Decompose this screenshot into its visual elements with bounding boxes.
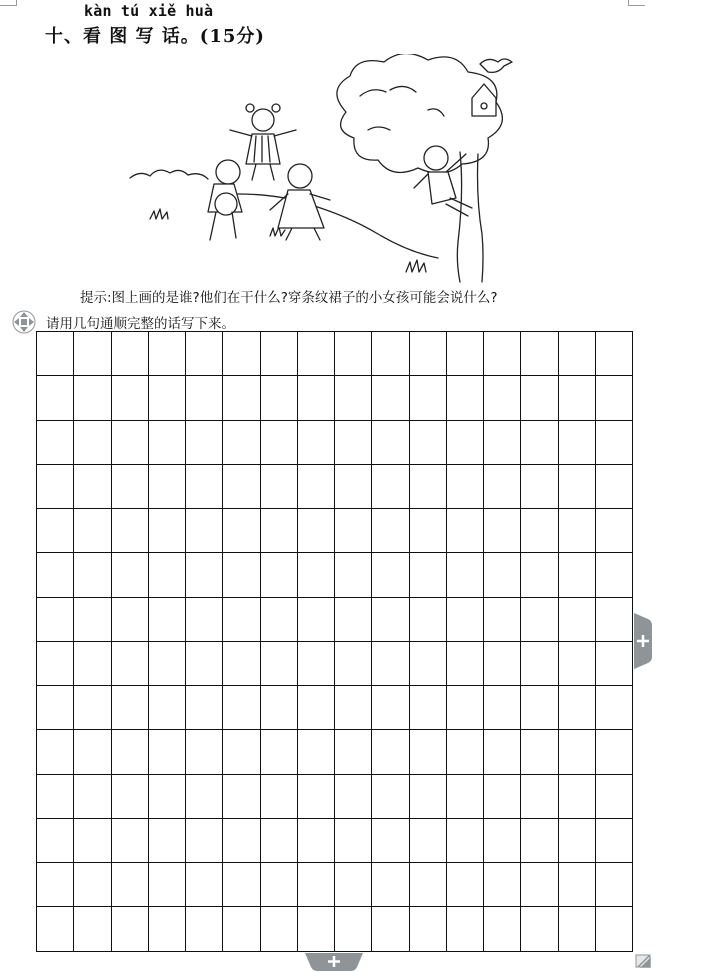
grid-cell[interactable] xyxy=(521,332,558,376)
grid-cell[interactable] xyxy=(596,863,633,907)
grid-cell[interactable] xyxy=(372,642,409,686)
grid-cell[interactable] xyxy=(596,376,633,420)
grid-cell[interactable] xyxy=(596,686,633,730)
grid-cell[interactable] xyxy=(223,509,260,553)
grid-cell[interactable] xyxy=(186,509,223,553)
grid-cell[interactable] xyxy=(372,332,409,376)
grid-cell[interactable] xyxy=(372,907,409,951)
grid-cell[interactable] xyxy=(74,730,111,774)
grid-cell[interactable] xyxy=(149,775,186,819)
hint-line-1: 提示:图上画的是谁?他们在干什么?穿条纹裙子的小女孩可能会说什么? xyxy=(80,290,498,306)
grid-cell[interactable] xyxy=(484,376,521,420)
grid-cell[interactable] xyxy=(112,509,149,553)
grid-cell[interactable] xyxy=(112,598,149,642)
grid-cell[interactable] xyxy=(447,509,484,553)
grid-cell[interactable] xyxy=(484,465,521,509)
grid-cell[interactable] xyxy=(149,421,186,465)
grid-cell[interactable] xyxy=(335,775,372,819)
grid-cell[interactable] xyxy=(559,730,596,774)
grid-cell[interactable] xyxy=(261,465,298,509)
grid-cell[interactable] xyxy=(410,730,447,774)
grid-cell[interactable] xyxy=(596,598,633,642)
grid-row xyxy=(37,730,633,774)
grid-cell[interactable] xyxy=(335,686,372,730)
grid-cell[interactable] xyxy=(410,598,447,642)
grid-cell[interactable] xyxy=(186,598,223,642)
grid-cell[interactable] xyxy=(298,332,335,376)
grid-cell[interactable] xyxy=(335,819,372,863)
grid-cell[interactable] xyxy=(112,332,149,376)
grid-cell[interactable] xyxy=(559,509,596,553)
grid-cell[interactable] xyxy=(335,907,372,951)
grid-cell[interactable] xyxy=(37,686,74,730)
grid-cell[interactable] xyxy=(74,465,111,509)
girl-striped-bun-right xyxy=(272,104,280,112)
grid-cell[interactable] xyxy=(74,332,111,376)
grid-cell[interactable] xyxy=(149,863,186,907)
crop-mark-top-right xyxy=(628,0,645,6)
grid-cell[interactable] xyxy=(484,775,521,819)
grid-cell[interactable] xyxy=(37,421,74,465)
grid-cell[interactable] xyxy=(372,819,409,863)
grid-cell[interactable] xyxy=(149,819,186,863)
grid-cell[interactable] xyxy=(261,863,298,907)
grid-cell[interactable] xyxy=(559,775,596,819)
grass-tree xyxy=(406,260,426,272)
girl-ball-head xyxy=(216,160,240,184)
grid-cell[interactable] xyxy=(74,598,111,642)
grid-cell[interactable] xyxy=(298,863,335,907)
question-title: 十、看 图 写 话。(15分) xyxy=(45,26,265,47)
grid-cell[interactable] xyxy=(447,642,484,686)
grid-cell[interactable] xyxy=(596,642,633,686)
grid-cell[interactable] xyxy=(596,819,633,863)
grid-cell[interactable] xyxy=(335,509,372,553)
grid-cell[interactable] xyxy=(149,376,186,420)
grid-cell[interactable] xyxy=(261,421,298,465)
grid-cell[interactable] xyxy=(559,598,596,642)
grid-cell[interactable] xyxy=(37,730,74,774)
grid-cell[interactable] xyxy=(149,686,186,730)
grid-cell[interactable] xyxy=(596,730,633,774)
grid-cell[interactable] xyxy=(298,686,335,730)
grid-cell[interactable] xyxy=(223,332,260,376)
crop-mark-top-left xyxy=(0,0,17,6)
grid-row xyxy=(37,421,633,465)
grid-cell[interactable] xyxy=(335,553,372,597)
grid-cell[interactable] xyxy=(261,730,298,774)
grid-cell[interactable] xyxy=(559,332,596,376)
grid-cell[interactable] xyxy=(186,553,223,597)
grid-cell[interactable] xyxy=(596,509,633,553)
grid-cell[interactable] xyxy=(410,907,447,951)
grid-cell[interactable] xyxy=(447,598,484,642)
grid-cell[interactable] xyxy=(149,730,186,774)
grid-cell[interactable] xyxy=(223,553,260,597)
grid-cell[interactable] xyxy=(223,730,260,774)
girl-ball-legs xyxy=(210,212,236,240)
grid-cell[interactable] xyxy=(596,421,633,465)
grid-cell[interactable] xyxy=(372,686,409,730)
grid-cell[interactable] xyxy=(372,553,409,597)
grid-cell[interactable] xyxy=(410,465,447,509)
grid-cell[interactable] xyxy=(261,376,298,420)
boy-head xyxy=(424,146,448,170)
grid-cell[interactable] xyxy=(298,421,335,465)
grid-cell[interactable] xyxy=(261,686,298,730)
grid-cell[interactable] xyxy=(521,553,558,597)
grid-cell[interactable] xyxy=(37,376,74,420)
grid-cell[interactable] xyxy=(186,421,223,465)
grid-cell[interactable] xyxy=(298,642,335,686)
ball xyxy=(215,193,237,215)
grid-cell[interactable] xyxy=(484,553,521,597)
grid-cell[interactable] xyxy=(37,775,74,819)
grid-cell[interactable] xyxy=(335,376,372,420)
grid-cell[interactable] xyxy=(335,421,372,465)
tree-trunk xyxy=(457,152,483,282)
grid-cell[interactable] xyxy=(559,376,596,420)
grid-cell[interactable] xyxy=(410,819,447,863)
grid-cell[interactable] xyxy=(298,553,335,597)
grid-cell[interactable] xyxy=(223,376,260,420)
grid-cell[interactable] xyxy=(372,509,409,553)
title-pinyin: kàn tú xiě huà xyxy=(84,2,214,20)
grid-cell[interactable] xyxy=(596,907,633,951)
grid-cell[interactable] xyxy=(112,907,149,951)
grid-cell[interactable] xyxy=(112,421,149,465)
grid-cell[interactable] xyxy=(521,686,558,730)
grid-cell[interactable] xyxy=(223,598,260,642)
grid-cell[interactable] xyxy=(112,775,149,819)
illustration-children-playing xyxy=(128,54,540,284)
grid-cell[interactable] xyxy=(298,598,335,642)
grid-cell[interactable] xyxy=(186,465,223,509)
grid-cell[interactable] xyxy=(74,421,111,465)
grid-cell[interactable] xyxy=(559,819,596,863)
grid-cell[interactable] xyxy=(149,509,186,553)
grid-cell[interactable] xyxy=(335,465,372,509)
grid-cell[interactable] xyxy=(223,819,260,863)
grid-cell[interactable] xyxy=(186,332,223,376)
grid-cell[interactable] xyxy=(596,553,633,597)
grid-cell[interactable] xyxy=(37,553,74,597)
girl-striped-legs xyxy=(252,164,274,180)
grid-cell[interactable] xyxy=(484,598,521,642)
grid-row xyxy=(37,819,633,863)
grid-cell[interactable] xyxy=(559,863,596,907)
grid-cell[interactable] xyxy=(372,730,409,774)
grid-cell[interactable] xyxy=(521,598,558,642)
grid-cell[interactable] xyxy=(37,642,74,686)
grid-cell[interactable] xyxy=(372,863,409,907)
grid-cell[interactable] xyxy=(372,598,409,642)
grid-cell[interactable] xyxy=(335,332,372,376)
grid-row xyxy=(37,642,633,686)
girl-striped-dress xyxy=(246,134,280,164)
grid-cell[interactable] xyxy=(484,730,521,774)
grid-cell[interactable] xyxy=(37,332,74,376)
grid-cell[interactable] xyxy=(37,819,74,863)
grid-cell[interactable] xyxy=(37,598,74,642)
grid-row xyxy=(37,598,633,642)
grid-cell[interactable] xyxy=(37,465,74,509)
grid-cell[interactable] xyxy=(559,907,596,951)
grid-cell[interactable] xyxy=(223,907,260,951)
grid-cell[interactable] xyxy=(37,863,74,907)
grid-cell[interactable] xyxy=(186,376,223,420)
hill-outline xyxy=(130,170,208,179)
grid-cell[interactable] xyxy=(484,819,521,863)
grid-cell[interactable] xyxy=(112,730,149,774)
grid-row xyxy=(37,863,633,907)
grid-cell[interactable] xyxy=(298,465,335,509)
grid-cell[interactable] xyxy=(74,509,111,553)
grid-cell[interactable] xyxy=(112,863,149,907)
bird xyxy=(480,59,512,72)
grid-cell[interactable] xyxy=(410,332,447,376)
girl-dotted-head xyxy=(288,164,312,188)
grid-cell[interactable] xyxy=(447,686,484,730)
grid-cell[interactable] xyxy=(521,819,558,863)
grid-cell[interactable] xyxy=(447,376,484,420)
grid-row xyxy=(37,332,633,376)
hint-line-2: 请用几句通顺完整的话写下来。 xyxy=(46,316,235,332)
grid-cell[interactable] xyxy=(261,907,298,951)
grid-cell[interactable] xyxy=(521,775,558,819)
grid-cell[interactable] xyxy=(74,686,111,730)
grid-cell[interactable] xyxy=(410,642,447,686)
grid-cell[interactable] xyxy=(186,907,223,951)
grid-row xyxy=(37,509,633,553)
grid-cell[interactable] xyxy=(596,775,633,819)
grid-cell[interactable] xyxy=(112,553,149,597)
grid-cell[interactable] xyxy=(223,863,260,907)
grid-cell[interactable] xyxy=(447,775,484,819)
grid-cell[interactable] xyxy=(74,642,111,686)
grid-cell[interactable] xyxy=(112,819,149,863)
grid-cell[interactable] xyxy=(112,642,149,686)
grid-cell[interactable] xyxy=(223,421,260,465)
grid-cell[interactable] xyxy=(37,907,74,951)
grid-row xyxy=(37,775,633,819)
writing-grid[interactable] xyxy=(36,331,633,952)
grid-cell[interactable] xyxy=(559,642,596,686)
grid-cell[interactable] xyxy=(521,509,558,553)
grid-row xyxy=(37,553,633,597)
side-add-button[interactable] xyxy=(634,613,652,669)
grid-cell[interactable] xyxy=(447,465,484,509)
grid-cell[interactable] xyxy=(74,775,111,819)
grid-cell[interactable] xyxy=(112,465,149,509)
girl-dotted-legs xyxy=(286,228,320,240)
grid-cell[interactable] xyxy=(186,819,223,863)
grid-cell[interactable] xyxy=(559,553,596,597)
grid-cell[interactable] xyxy=(298,775,335,819)
grid-cell[interactable] xyxy=(112,686,149,730)
grid-cell[interactable] xyxy=(447,819,484,863)
grid-cell[interactable] xyxy=(223,686,260,730)
grid-cell[interactable] xyxy=(298,376,335,420)
grid-cell[interactable] xyxy=(484,863,521,907)
grid-cell[interactable] xyxy=(149,553,186,597)
grid-cell[interactable] xyxy=(447,553,484,597)
grid-cell[interactable] xyxy=(149,598,186,642)
grid-row xyxy=(37,465,633,509)
grid-cell[interactable] xyxy=(372,421,409,465)
grid-cell[interactable] xyxy=(74,819,111,863)
grid-cell[interactable] xyxy=(410,775,447,819)
resize-icon[interactable] xyxy=(634,953,652,969)
grid-cell[interactable] xyxy=(410,421,447,465)
grid-cell[interactable] xyxy=(447,863,484,907)
grid-cell[interactable] xyxy=(410,553,447,597)
grid-cell[interactable] xyxy=(335,642,372,686)
grid-cell[interactable] xyxy=(447,730,484,774)
grid-cell[interactable] xyxy=(223,642,260,686)
grid-cell[interactable] xyxy=(521,730,558,774)
grid-cell[interactable] xyxy=(298,509,335,553)
grid-cell[interactable] xyxy=(149,642,186,686)
bottom-add-button[interactable] xyxy=(305,953,363,971)
grid-cell[interactable] xyxy=(372,775,409,819)
grid-cell[interactable] xyxy=(223,775,260,819)
grid-cell[interactable] xyxy=(372,376,409,420)
grid-cell[interactable] xyxy=(112,376,149,420)
hill-slope xyxy=(238,194,438,258)
grid-cell[interactable] xyxy=(37,509,74,553)
grid-cell[interactable] xyxy=(298,730,335,774)
grid-cell[interactable] xyxy=(261,598,298,642)
grid-cell[interactable] xyxy=(186,775,223,819)
boy-legs xyxy=(446,198,472,216)
grid-cell[interactable] xyxy=(298,907,335,951)
grid-cell[interactable] xyxy=(559,686,596,730)
grid-cell[interactable] xyxy=(223,465,260,509)
grid-cell[interactable] xyxy=(261,642,298,686)
grid-cell[interactable] xyxy=(186,642,223,686)
grid-cell[interactable] xyxy=(149,332,186,376)
grid-cell[interactable] xyxy=(521,421,558,465)
grid-cell[interactable] xyxy=(484,421,521,465)
grid-cell[interactable] xyxy=(559,465,596,509)
grid-cell[interactable] xyxy=(596,332,633,376)
move-icon[interactable] xyxy=(12,310,36,334)
grid-row xyxy=(37,907,633,951)
grid-cell[interactable] xyxy=(596,465,633,509)
grid-cell[interactable] xyxy=(484,686,521,730)
grid-cell[interactable] xyxy=(149,907,186,951)
grid-cell[interactable] xyxy=(447,421,484,465)
grid-cell[interactable] xyxy=(261,775,298,819)
grid-cell[interactable] xyxy=(447,907,484,951)
grid-row xyxy=(37,376,633,420)
grid-cell[interactable] xyxy=(335,598,372,642)
grid-cell[interactable] xyxy=(298,819,335,863)
grid-cell[interactable] xyxy=(335,730,372,774)
grid-cell[interactable] xyxy=(186,730,223,774)
grid-cell[interactable] xyxy=(261,819,298,863)
grid-cell[interactable] xyxy=(484,332,521,376)
grid-cell[interactable] xyxy=(372,465,409,509)
grid-cell[interactable] xyxy=(74,376,111,420)
grid-cell[interactable] xyxy=(410,863,447,907)
grid-cell[interactable] xyxy=(484,907,521,951)
grid-cell[interactable] xyxy=(74,907,111,951)
grid-cell[interactable] xyxy=(484,642,521,686)
grid-cell[interactable] xyxy=(261,332,298,376)
grid-cell[interactable] xyxy=(261,553,298,597)
grid-cell[interactable] xyxy=(410,376,447,420)
grid-cell[interactable] xyxy=(521,465,558,509)
girl-striped-head xyxy=(252,109,274,131)
grid-cell[interactable] xyxy=(186,686,223,730)
grass-left xyxy=(150,209,168,219)
grid-cell[interactable] xyxy=(261,509,298,553)
girl-striped-bun-left xyxy=(246,104,254,112)
grid-cell[interactable] xyxy=(149,465,186,509)
grid-cell[interactable] xyxy=(521,907,558,951)
grid-cell[interactable] xyxy=(74,553,111,597)
grid-cell[interactable] xyxy=(74,863,111,907)
grid-cell[interactable] xyxy=(410,686,447,730)
grid-row xyxy=(37,686,633,730)
grid-cell[interactable] xyxy=(521,642,558,686)
grid-cell[interactable] xyxy=(521,863,558,907)
grid-cell[interactable] xyxy=(186,863,223,907)
grid-cell[interactable] xyxy=(410,509,447,553)
grid-cell[interactable] xyxy=(521,376,558,420)
grid-cell[interactable] xyxy=(559,421,596,465)
grid-cell[interactable] xyxy=(447,332,484,376)
grid-cell[interactable] xyxy=(335,863,372,907)
grid-cell[interactable] xyxy=(484,509,521,553)
